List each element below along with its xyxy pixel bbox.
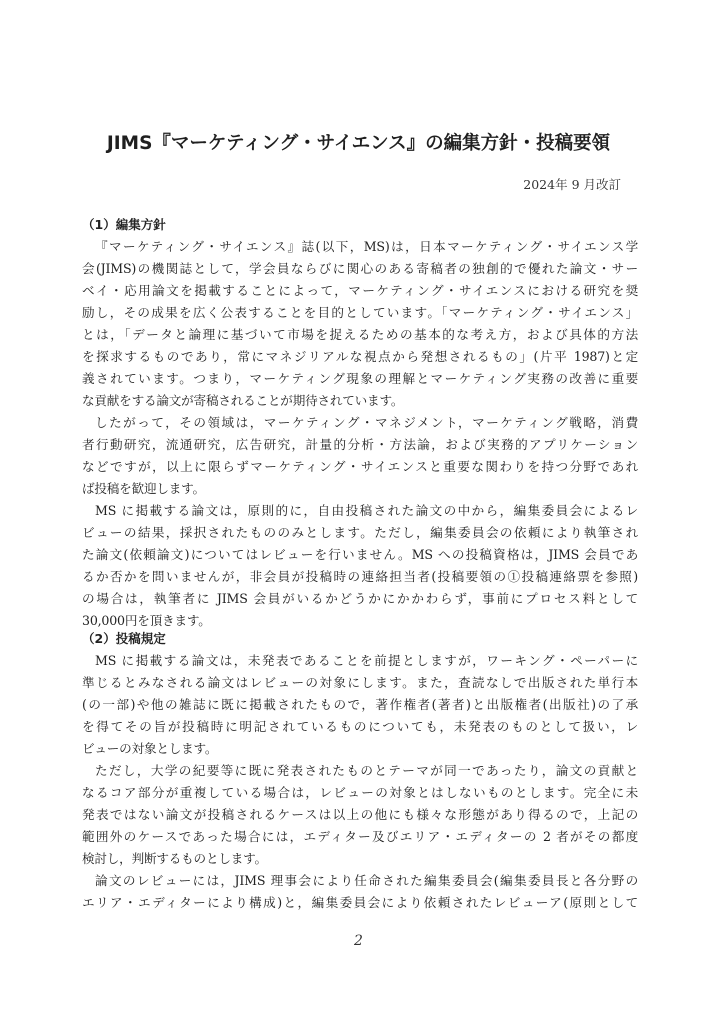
section-editorial-policy	[82, 214, 638, 632]
paragraph-line: (の一部)や他の雑誌に既に掲載されたもので，著作権者(著者)と出版権者(出版社)の了承	[82, 697, 638, 712]
paragraph-line: 検討し，判断するものとします。	[82, 851, 267, 866]
paragraph-line: 励し，その成果を広く公表することを目的としています。「マーケティング・サイエンス」	[82, 305, 638, 320]
section-submission-rules	[82, 628, 638, 914]
paragraph-line: 『マーケティング・サイエンス』誌(以下，MS)は，日本マーケティング・サイエンス学	[95, 239, 638, 254]
page-number: 2	[354, 933, 363, 949]
paragraph-line: 30,000円を頂きます。	[82, 613, 211, 628]
paragraph-line: エリア・エディターにより構成)と，編集委員会により依頼されたレビューア(原則として	[82, 895, 638, 910]
paragraph-line: を得てその旨が投稿時に明記されているものについても，未発表のものとして扱い，レ	[82, 719, 638, 734]
paragraph-line: したがって，その領域は，マーケティング・マネジメント，マーケティング戦略，消費	[95, 415, 638, 430]
paragraph-line: 発表ではない論文が投稿されるケースは以上の他にも様々な形態があり得るので，上記の	[82, 807, 638, 822]
paragraph-line: ビューの対象とします。	[82, 741, 218, 756]
section-heading: （2）投稿規定	[82, 631, 166, 646]
paragraph-line: MS に掲載する論文は，未発表であることを前提としますが，ワーキング・ペーパーに	[95, 653, 638, 668]
paragraph-line: るか否かを問いませんが，非会員が投稿時の連絡担当者(投稿要領の①投稿連絡票を参照)	[82, 569, 638, 584]
section-body	[82, 236, 638, 632]
paragraph-line: などですが，以上に限らずマーケティング・サイエンスと重要な関わりを持つ分野であれ	[82, 459, 638, 474]
paragraph-line: なるコア部分が重複している場合は，レビューの対象とはしないものとします。完全に未	[82, 785, 638, 800]
section-heading: （1）編集方針	[82, 217, 166, 232]
paragraph-line: た論文(依頼論文)についてはレビューを行いません。MS への投稿資格は，JIMS 会員であ	[82, 547, 638, 562]
paragraph-line: を探求するものであり，常にマネジリアルな視点から発想されるもの」(片平 1987)と定	[82, 349, 638, 364]
section-body	[82, 650, 638, 914]
revision-date: 2024年 9 月改訂	[523, 177, 621, 192]
paragraph-line: な貢献をする論文が寄稿されることが期待されています。	[82, 393, 404, 408]
paragraph-line: MS に掲載する論文は，原則的に，自由投稿された論文の中から，編集委員会によるレ	[95, 503, 638, 518]
paragraph-line: とは，「データと論理に基づいて市場を捉えるための基本的な考え方，および具体的方法	[82, 327, 638, 342]
paragraph-line: ベイ・応用論文を掲載することによって，マーケティング・サイエンスにおける研究を奨	[82, 283, 638, 298]
paragraph-line: 論文のレビューには，JIMS 理事会により任命された編集委員会(編集委員長と各分野の	[95, 873, 638, 888]
paragraph-line: 義されています。つまり，マーケティング現象の理解とマーケティング実務の改善に重要	[82, 371, 638, 386]
paragraph-line: 会(JIMS)の機関誌として，学会員ならびに関心のある寄稿者の独創的で優れた論文・サー	[82, 261, 638, 276]
paragraph-line: ば投稿を歓迎します。	[82, 481, 205, 496]
paragraph-line: 準じるとみなされる論文はレビューの対象にします。また，査読なしで出版された単行本	[82, 675, 638, 690]
paragraph-line: 範囲外のケースであった場合には，エディター及びエリア・エディターの 2 者がその都度	[82, 829, 638, 844]
paragraph-line: ビューの結果，採択されたもののみとします。ただし，編集委員会の依頼により執筆され	[82, 525, 638, 540]
paragraph-line: の場合は，執筆者に JIMS 会員がいるかどうかにかかわらず，事前にプロセス料として	[82, 591, 638, 606]
paragraph-line: 者行動研究，流通研究，広告研究，計量的分析・方法論，および実務的アプリケーション	[82, 437, 638, 452]
paragraph-line: ただし，大学の紀要等に既に発表されたものとテーマが同一であったり，論文の貢献と	[95, 763, 638, 778]
document-title: JIMS『マーケティング・サイエンス』の編集方針・投稿要領	[106, 133, 611, 154]
